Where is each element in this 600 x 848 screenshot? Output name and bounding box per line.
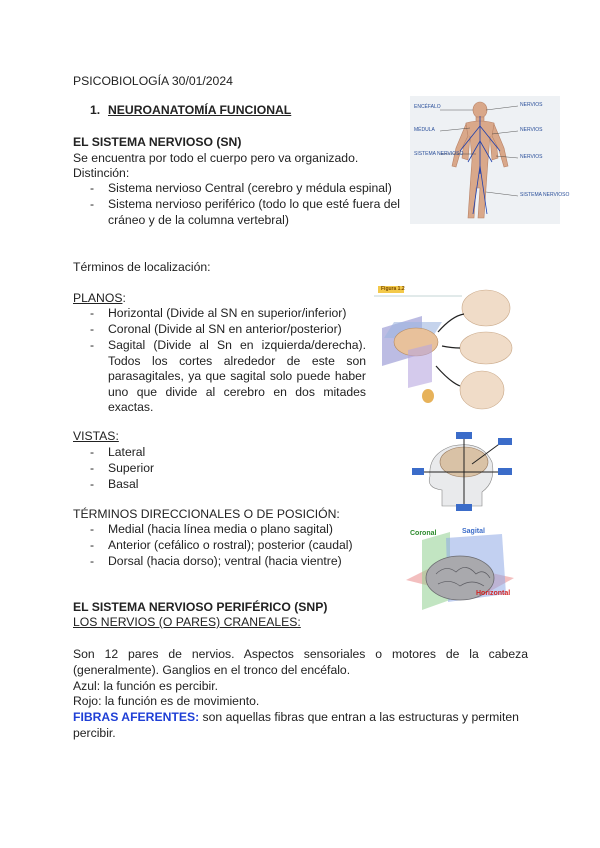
sn-item-periferico: Sistema nervioso periférico (todo lo que esté fuera del cráneo y de la columna vertebral) — [108, 197, 400, 227]
page-header-title: PSICOBIOLOGÍA 30/01/2024 — [73, 74, 233, 88]
sn-item-central: Sistema nervioso Central (cerebro y médula espinal) — [108, 181, 392, 195]
list-bullet: - — [90, 197, 95, 211]
sn-distincion: Distinción: — [73, 166, 130, 180]
vistas-item-lateral: Lateral — [108, 445, 146, 459]
brain-3d-planes-illustration — [402, 528, 524, 614]
list-bullet: - — [90, 461, 95, 475]
figure-label: MÉDULA — [414, 127, 435, 133]
direccionales-item-anterior: Anterior (cefálico o rostral); posterior (caudal) — [108, 538, 353, 552]
snp-heading: EL SISTEMA NERVIOSO PERIFÉRICO (SNP) — [73, 600, 328, 614]
list-bullet: - — [90, 181, 95, 195]
figure-label: NERVIOS — [520, 127, 543, 133]
vistas-item-superior: Superior — [108, 461, 155, 475]
head-views-illustration — [412, 432, 514, 512]
brain-planes-illustration — [372, 286, 522, 412]
sn-heading: EL SISTEMA NERVIOSO (SN) — [73, 135, 242, 149]
snp-rojo: Rojo: la función es de movimiento. — [73, 694, 260, 708]
figure-label: SISTEMA NERVIOSO — [520, 192, 570, 198]
snp-paragraph: Son 12 pares de nervios. Aspectos sensoriales o motores de la cabeza (generalmente). Ganglios en el tronco del encéfalo. — [73, 647, 528, 677]
terminos-localizacion: Términos de localización: — [73, 260, 211, 274]
fibras-aferentes-label: FIBRAS AFERENTES: — [73, 710, 200, 724]
direccionales-item-dorsal: Dorsal (hacia dorso); ventral (hacia vientre) — [108, 554, 342, 568]
planes-figure-caption: Figura 1.2 — [381, 286, 405, 292]
list-bullet: - — [90, 522, 95, 536]
planos-heading — [73, 291, 126, 306]
figure-label: NERVIOS — [520, 102, 543, 108]
figure-label: SISTEMA NERVIOSO — [414, 151, 464, 157]
planos-item-sagital: Sagital (Divide al Sn en izquierda/derecha). Todos los cortes alrededor de este son parasagitales, ya que sagital solo puede haber uno que divide al cerebro en dos mitades exactas. — [108, 338, 366, 415]
figure-label: NERVIOS — [520, 154, 543, 160]
brain-3d-planes-figure — [402, 528, 524, 614]
snp-fibras-paragraph — [73, 710, 528, 741]
list-bullet: - — [90, 322, 95, 336]
vistas-item-basal: Basal — [108, 477, 139, 491]
horizontal-plane-label: Horizontal — [476, 590, 511, 597]
planos-item-horizontal: Horizontal (Divide al SN en superior/inferior) — [108, 306, 347, 320]
direccionales-heading: TÉRMINOS DIRECCIONALES O DE POSICIÓN: — [73, 507, 340, 521]
vistas-heading: VISTAS: — [73, 429, 119, 443]
brain-planes-figure — [372, 286, 522, 412]
planos-heading-text: PLANOS — [73, 291, 123, 305]
direccionales-item-medial: Medial (hacia línea media o plano sagital) — [108, 522, 333, 536]
list-bullet: - — [90, 538, 95, 552]
list-bullet: - — [90, 445, 95, 459]
list-bullet: - — [90, 477, 95, 491]
planos-heading-colon: : — [122, 291, 126, 305]
nervous-system-body-figure — [410, 96, 570, 224]
fibras-aferentes-text: son aquellas fibras que entran a las estructuras y permiten percibir. — [73, 710, 519, 740]
snp-subheading: LOS NERVIOS (O PARES) CRANEALES: — [73, 615, 301, 629]
figure-label: ENCÉFALO — [414, 104, 441, 110]
list-bullet: - — [90, 306, 95, 320]
section-number: 1. — [90, 103, 101, 117]
sn-intro: Se encuentra por todo el cuerpo pero va organizado. — [73, 151, 359, 165]
body-illustration — [410, 96, 560, 224]
snp-azul: Azul: la función es percibir. — [73, 679, 218, 693]
list-bullet: - — [90, 338, 95, 352]
sagital-plane-label: Sagital — [462, 528, 485, 535]
head-views-figure — [412, 432, 514, 512]
planos-item-coronal: Coronal (Divide al SN en anterior/posterior) — [108, 322, 342, 336]
list-bullet: - — [90, 554, 95, 568]
coronal-plane-label: Coronal — [410, 530, 437, 537]
section-title: NEUROANATOMÍA FUNCIONAL — [108, 103, 292, 117]
